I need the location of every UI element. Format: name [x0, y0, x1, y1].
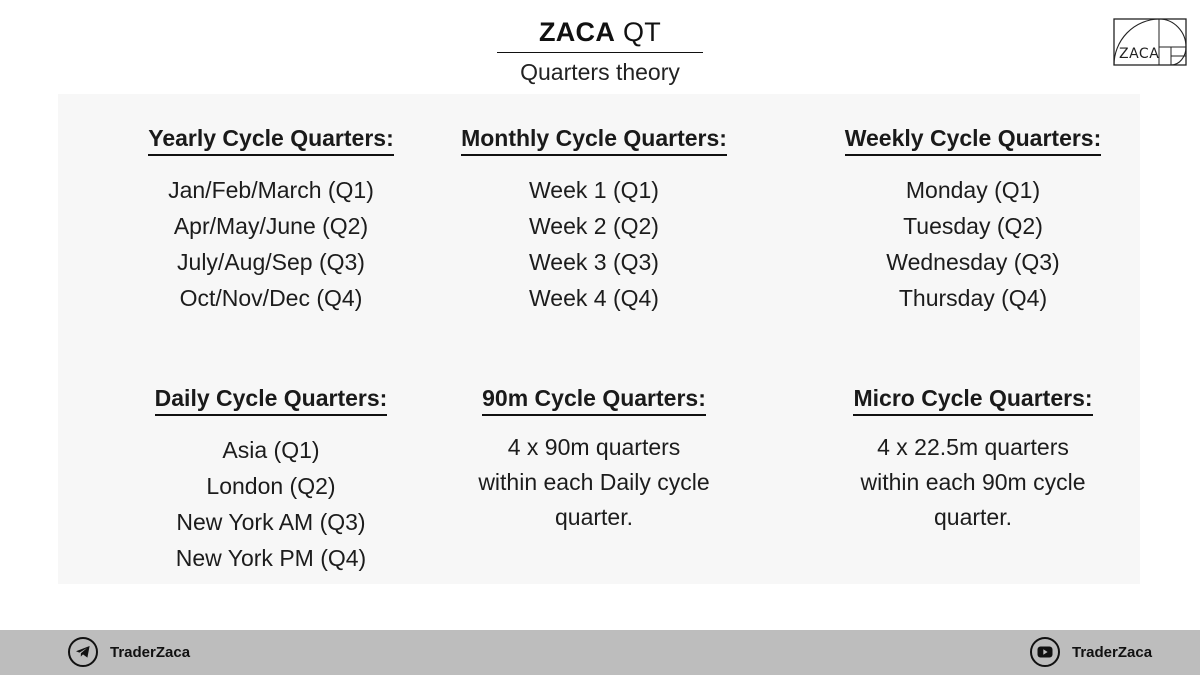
list-item: Apr/May/June (Q2)	[173, 213, 369, 239]
telegram-icon[interactable]	[68, 637, 98, 667]
list-item: Monday (Q1)	[905, 177, 1041, 203]
daily-cycle-card	[101, 383, 441, 576]
list-item: Week 1 (Q1)	[529, 177, 659, 203]
ninety-minute-cycle-card	[424, 383, 764, 535]
weekly-cycle-heading: Weekly Cycle Quarters:	[845, 123, 1102, 156]
daily-cycle-list	[101, 432, 441, 576]
list-item: Tuesday (Q2)	[903, 213, 1043, 239]
list-item: Jan/Feb/March (Q1)	[168, 177, 374, 203]
monthly-cycle-heading: Monthly Cycle Quarters:	[461, 123, 727, 156]
list-item: Week 3 (Q3)	[529, 249, 659, 275]
content-panel	[58, 94, 1140, 584]
list-item: Thursday (Q4)	[898, 285, 1048, 311]
description-line: 4 x 22.5m quarters	[877, 434, 1069, 460]
youtube-icon[interactable]	[1030, 637, 1060, 667]
list-item: Asia (Q1)	[222, 437, 320, 463]
description-line: quarter.	[555, 504, 633, 530]
list-item: Week 4 (Q4)	[529, 285, 659, 311]
description-line: 4 x 90m quarters	[507, 434, 681, 460]
yearly-cycle-list	[101, 172, 441, 316]
footer-bar	[0, 630, 1200, 675]
telegram-handle[interactable]: TraderZaca	[110, 643, 191, 661]
list-item: New York AM (Q3)	[176, 509, 366, 535]
logo-text: ZACA	[1119, 46, 1160, 62]
list-item: London (Q2)	[206, 473, 336, 499]
list-item: Oct/Nov/Dec (Q4)	[179, 285, 363, 311]
monthly-cycle-list	[424, 172, 764, 316]
list-item: New York PM (Q4)	[175, 545, 367, 571]
youtube-link[interactable]	[1030, 637, 1152, 667]
page-subtitle: Quarters theory	[520, 59, 680, 85]
list-item: July/Aug/Sep (Q3)	[177, 249, 365, 275]
list-item: Week 2 (Q2)	[529, 213, 659, 239]
ninety-minute-cycle-description	[424, 430, 764, 535]
brand-suffix: QT	[622, 17, 662, 47]
micro-cycle-heading: Micro Cycle Quarters:	[853, 383, 1092, 416]
yearly-cycle-heading: Yearly Cycle Quarters:	[148, 123, 393, 156]
daily-cycle-heading: Daily Cycle Quarters:	[155, 383, 388, 416]
monthly-cycle-card	[424, 123, 764, 316]
page-title	[0, 14, 1200, 50]
header	[0, 14, 1200, 87]
description-line: within each Daily cycle	[478, 469, 710, 495]
list-item: Wednesday (Q3)	[886, 249, 1060, 275]
yearly-cycle-card	[101, 123, 441, 316]
telegram-link[interactable]	[68, 637, 190, 667]
description-line: within each 90m cycle	[860, 469, 1086, 495]
title-divider	[497, 52, 703, 53]
golden-spiral-logo-icon	[1113, 18, 1187, 66]
weekly-cycle-list	[803, 172, 1143, 316]
ninety-minute-cycle-heading: 90m Cycle Quarters:	[482, 383, 706, 416]
weekly-cycle-card	[803, 123, 1143, 316]
youtube-handle[interactable]: TraderZaca	[1072, 643, 1153, 661]
micro-cycle-description	[803, 430, 1143, 535]
brand-name: ZACA	[538, 17, 616, 47]
micro-cycle-card	[803, 383, 1143, 535]
description-line: quarter.	[934, 504, 1012, 530]
